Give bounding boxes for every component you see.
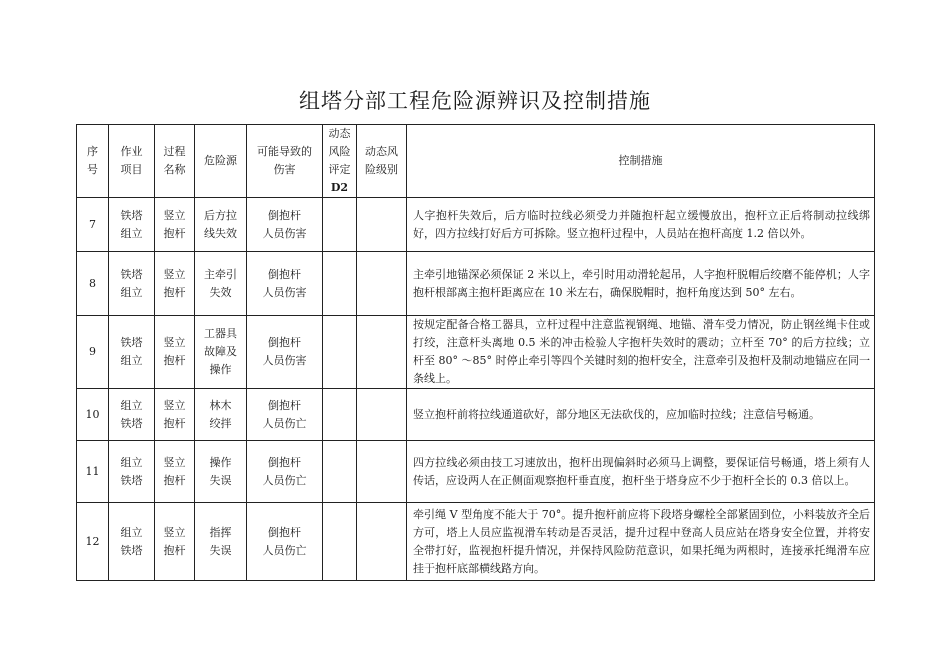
cell-risk-eval: [323, 503, 357, 581]
cell-risk-eval: [323, 252, 357, 316]
cell-harm: 倒抱杆 人员伤害: [247, 198, 323, 252]
cell-work: 组立 铁塔: [109, 503, 155, 581]
cell-risk-eval: [323, 389, 357, 441]
cell-risk-level: [357, 389, 407, 441]
cell-hazard: 指挥 失误: [195, 503, 247, 581]
cell-seq: 9: [77, 316, 109, 389]
table-row: [77, 252, 875, 316]
table-row: [77, 198, 875, 252]
table-row: [77, 316, 875, 389]
header-risk-level: 动态风 险级别: [357, 125, 407, 198]
cell-risk-eval: [323, 316, 357, 389]
cell-risk-level: [357, 252, 407, 316]
cell-process: 竖立 抱杆: [155, 198, 195, 252]
cell-measures: 竖立抱杆前将拉线通道砍好，部分地区无法砍伐的，应加临时拉线；注意信号畅通。: [407, 389, 875, 441]
cell-seq: 11: [77, 441, 109, 503]
cell-risk-eval: [323, 198, 357, 252]
cell-harm: 倒抱杆 人员伤亡: [247, 389, 323, 441]
cell-measures: 按规定配备合格工器具，立杆过程中注意监视钢绳、地锚、滑车受力情况，防止钢丝绳卡住或打绞，注意杆头离地 0.5 米的冲击检验人字抱杆失效时的震动；立杆至 70° 的后方拉线；立杆至 80° ～85° 时停止牵引等四个关键时刻的抱杆安全，注意牵引及抱杆及制动地锚应在同一条线上。: [407, 316, 875, 389]
cell-seq: 7: [77, 198, 109, 252]
cell-process: 竖立 抱杆: [155, 316, 195, 389]
page-title: 组塔分部工程危险源辨识及控制措施: [299, 89, 651, 113]
cell-work: 组立 铁塔: [109, 389, 155, 441]
cell-harm: 倒抱杆 人员伤害: [247, 316, 323, 389]
cell-measures: 人字抱杆失效后，后方临时拉线必须受力并随抱杆起立缓慢放出，抱杆立正后将制动拉线绑好，四方拉线打好后方可拆除。竖立抱杆过程中，人员站在抱杆高度 1.2 倍以外。: [407, 198, 875, 252]
header-hazard: 危险源: [195, 125, 247, 198]
cell-hazard: 主牵引 失效: [195, 252, 247, 316]
cell-seq: 8: [77, 252, 109, 316]
header-risk-eval: 动态 风险 评定 D2: [323, 125, 357, 198]
header-row: [77, 125, 875, 198]
cell-work: 铁塔 组立: [109, 198, 155, 252]
cell-work: 铁塔 组立: [109, 316, 155, 389]
cell-process: 竖立 抱杆: [155, 252, 195, 316]
cell-risk-level: [357, 503, 407, 581]
cell-risk-level: [357, 316, 407, 389]
cell-hazard: 工器具 故障及 操作: [195, 316, 247, 389]
table-row: [77, 389, 875, 441]
cell-risk-level: [357, 198, 407, 252]
cell-hazard: 林木 绞拌: [195, 389, 247, 441]
cell-harm: 倒抱杆 人员伤亡: [247, 503, 323, 581]
cell-process: 竖立 抱杆: [155, 441, 195, 503]
header-work: 作业 项目: [109, 125, 155, 198]
cell-seq: 10: [77, 389, 109, 441]
cell-hazard: 操作 失误: [195, 441, 247, 503]
table-row: [77, 441, 875, 503]
header-seq: 序 号: [77, 125, 109, 198]
cell-harm: 倒抱杆 人员伤亡: [247, 441, 323, 503]
cell-measures: 牵引绳 V 型角度不能大于 70°。提升抱杆前应将下段塔身螺栓全部紧固到位，小料装放齐全后方可，塔上人员应监视滑车转动是否灵活，提升过程中登高人员应站在塔身安全位置，并将安全带打好，监视抱杆提升情况，并保持风险防范意识，如果托绳为两根时，连接承托绳滑车应挂于抱杆底部横线路方向。: [407, 503, 875, 581]
header-process: 过程 名称: [155, 125, 195, 198]
cell-harm: 倒抱杆 人员伤害: [247, 252, 323, 316]
cell-measures: 四方拉线必须由技工习速放出，抱杆出现偏斜时必须马上调整，要保证信号畅通，塔上须有人传话，应设两人在正侧面观察抱杆垂直度，抱杆坐于塔身应不少于抱杆全长的 0.3 倍以上。: [407, 441, 875, 503]
cell-risk-eval: [323, 441, 357, 503]
cell-work: 组立 铁塔: [109, 441, 155, 503]
hazard-control-table: [76, 124, 875, 581]
cell-measures: 主牵引地锚深必须保证 2 米以上，牵引时用动滑轮起吊，人字抱杆脱帽后绞磨不能停机；人字抱杆根部离主抱杆距离应在 10 米左右，确保脱帽时，抱杆角度达到 50° 左右。: [407, 252, 875, 316]
cell-risk-level: [357, 441, 407, 503]
table-row: [77, 503, 875, 581]
cell-work: 铁塔 组立: [109, 252, 155, 316]
cell-hazard: 后方拉 线失效: [195, 198, 247, 252]
table-body: [77, 198, 875, 581]
header-harm: 可能导致的 伤害: [247, 125, 323, 198]
risk-eval-code: D2: [330, 181, 349, 194]
header-measures: 控制措施: [407, 125, 875, 198]
cell-process: 竖立 抱杆: [155, 389, 195, 441]
cell-seq: 12: [77, 503, 109, 581]
cell-process: 竖立 抱杆: [155, 503, 195, 581]
